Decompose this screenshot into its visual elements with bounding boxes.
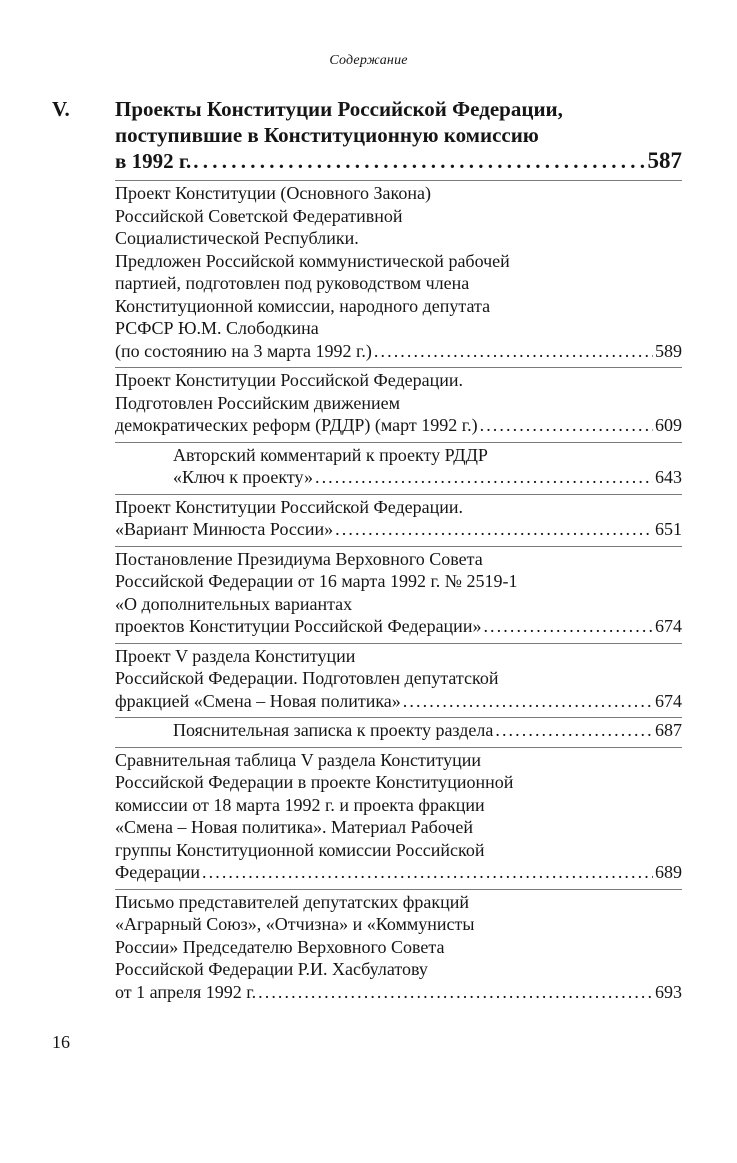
toc-section-v <box>52 96 682 174</box>
entry-line: группы Конституционной комиссии Российской <box>115 839 485 860</box>
entry-line: Пояснительная записка к проекту раздела <box>173 720 494 740</box>
entry-line: «Аграрный Союз», «Отчизна» и «Коммунисты <box>115 914 475 934</box>
entry-line: «О дополнительных вариантах <box>115 593 353 614</box>
entry-last-line <box>115 518 682 541</box>
entry-page-number: 689 <box>655 862 682 882</box>
entry-line: Постановление Президиума Верховного Совета <box>115 548 483 569</box>
dot-leader <box>495 719 653 742</box>
page-number: 16 <box>52 1032 70 1052</box>
entry-last-line <box>115 981 682 1004</box>
entry-line: партией, подготовлен под руководством члена <box>115 273 470 293</box>
section-title-last-line <box>115 148 682 174</box>
toc-entry <box>115 889 682 1009</box>
toc-entries <box>115 180 682 1008</box>
entry-line: Проект Конституции (Основного Закона) <box>115 183 431 203</box>
toc-entry <box>115 747 682 889</box>
entry-page-number: 687 <box>655 720 682 740</box>
section-number: V. <box>52 97 70 121</box>
entry-line: РСФСР Ю.М. Слободкина <box>115 318 319 338</box>
toc-entry <box>115 494 682 546</box>
entry-line: Сравнительная таблица V раздела Конституции <box>115 749 482 770</box>
dot-leader <box>202 861 653 884</box>
running-header: Содержание <box>329 53 408 68</box>
entry-page-number: 674 <box>655 616 682 636</box>
entry-line: Социалистической Республики. <box>115 228 359 248</box>
entry-line: Федерации <box>115 862 201 882</box>
entry-last-line <box>115 690 682 713</box>
entry-last-line <box>173 719 682 742</box>
entry-line: Российской Федерации Р.И. Хасбулатову <box>115 959 428 979</box>
entry-page-number: 693 <box>655 981 682 1002</box>
entry-line: «Вариант Минюста России» <box>115 519 334 539</box>
entry-line: России» Председателю Верховного Совета <box>115 936 445 957</box>
entry-line: Российской Федерации от 16 марта 1992 г. № 2519-1 <box>115 571 518 591</box>
entry-last-line <box>173 466 682 489</box>
section-title-line: Проекты Конституции Российской Федерации, <box>115 97 563 121</box>
entry-line: проектов Конституции Российской Федерации» <box>115 616 482 636</box>
entry-line: комиссии от 18 марта 1992 г. и проекта фракции <box>115 794 485 815</box>
toc-entry <box>115 367 682 442</box>
entry-line: Авторский комментарий к проекту РДДР <box>173 444 488 465</box>
entry-line: Российской Советской Федеративной <box>115 205 403 226</box>
entry-line: фракцией «Смена – Новая политика» <box>115 690 401 711</box>
entry-line: демократических реформ (РДДР) (март 1992 г.) <box>115 415 478 435</box>
entry-line: от 1 апреля 1992 г. <box>115 981 257 1002</box>
entry-line: Проект V раздела Конституции <box>115 645 356 666</box>
entry-last-line <box>115 414 682 437</box>
entry-page-number: 643 <box>655 467 682 487</box>
dot-leader <box>480 414 653 437</box>
dot-leader <box>315 466 653 489</box>
entry-line: Проект Конституции Российской Федерации. <box>115 496 464 517</box>
dot-leader <box>193 148 645 174</box>
entry-line: Российской Федерации. Подготовлен депутатской <box>115 668 499 688</box>
section-title-line: поступившие в Конституционную комиссию <box>115 123 539 147</box>
toc-subentry <box>115 717 682 747</box>
section-title <box>115 96 682 174</box>
entry-page-number: 609 <box>655 415 682 435</box>
entry-last-line <box>115 861 682 884</box>
entry-page-number: 589 <box>655 340 682 361</box>
dot-leader <box>483 615 653 638</box>
entry-line: Письмо представителей депутатских фракций <box>115 891 470 912</box>
dot-leader <box>335 518 653 541</box>
toc-entry <box>115 180 682 367</box>
entry-page-number: 651 <box>655 519 682 539</box>
entry-line: Проект Конституции Российской Федерации. <box>115 370 464 390</box>
toc-entry <box>115 546 682 643</box>
entry-page-number: 674 <box>655 690 682 711</box>
entry-line: Предложен Российской коммунистической рабочей <box>115 250 510 271</box>
section-title-line: в 1992 г. <box>115 149 192 173</box>
entry-line: Российской Федерации в проекте Конституционной <box>115 772 514 792</box>
entry-line: Подготовлен Российским движением <box>115 392 400 413</box>
entry-line: «Ключ к проекту» <box>173 467 313 487</box>
dot-leader <box>403 690 653 713</box>
entry-last-line <box>115 340 682 363</box>
entry-last-line <box>115 615 682 638</box>
dot-leader <box>258 981 653 1004</box>
toc-subentry <box>115 442 682 494</box>
section-page-number: 587 <box>647 148 682 173</box>
entry-line: Конституционной комиссии, народного депутата <box>115 295 491 316</box>
dot-leader <box>374 340 653 363</box>
toc-entry <box>115 643 682 718</box>
entry-line: «Смена – Новая политика». Материал Рабочей <box>115 817 474 837</box>
entry-line: (по состоянию на 3 марта 1992 г.) <box>115 340 372 361</box>
